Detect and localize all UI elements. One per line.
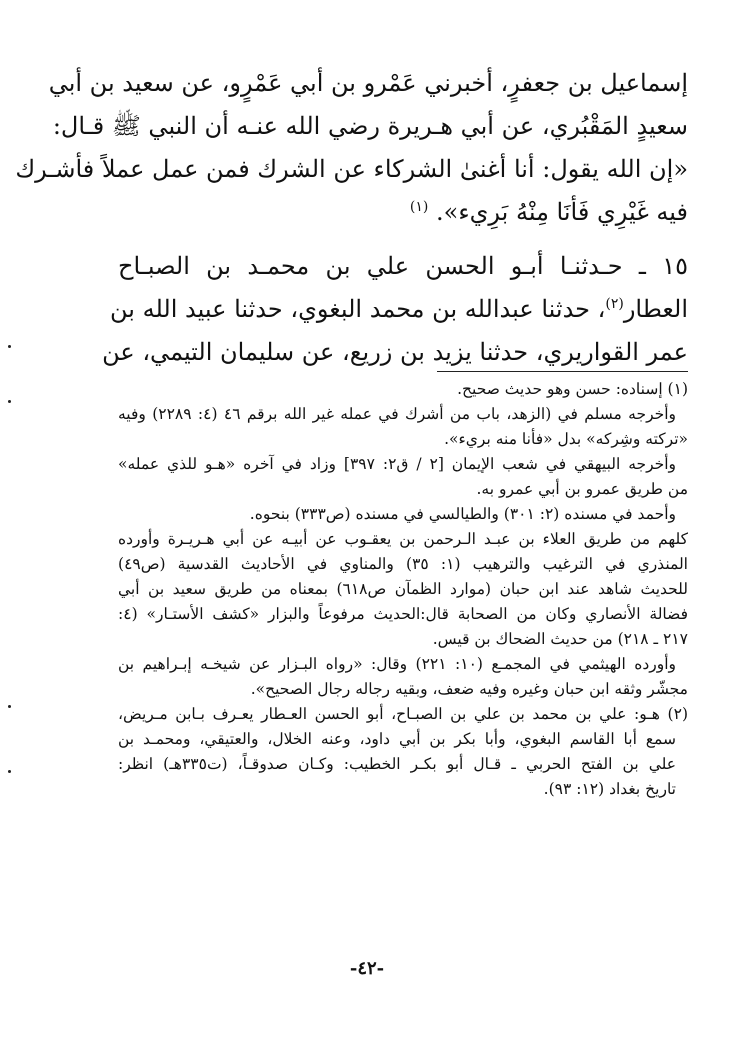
text-segment: ، حدثنا عبدالله بن محمد البغوي، حدثنا عبيد الله بن	[110, 295, 606, 323]
footnote-line: المنذري في الترغيب والترهيب (١: ٣٥) والمناوي في الأحاديث القدسية (ص٤٩)	[118, 555, 688, 573]
text-line	[110, 288, 688, 331]
footnotes	[118, 377, 688, 802]
footnote-line: فضالة الأنصاري وكان من الصحابة قال:الحديث مرفوعاً والبزار «كشف الأستـار» (٤:	[118, 605, 688, 623]
footnote-line: وأخرجه البيهقي في شعب الإيمان [٢ / ق٢: ٣٩٧] وزاد في آخره «هـو للذي عمله»	[118, 455, 677, 473]
text-line-content: فيه غَيْرِي فَأنَا مِنْهُ بَرِيء».	[436, 198, 688, 226]
scan-mark	[8, 770, 11, 773]
footnote-line: تاريخ بغداد (١٢: ٩٣).	[543, 780, 676, 798]
scan-mark	[8, 345, 11, 348]
footnote-ref-2[interactable]: (٢)	[605, 296, 624, 312]
footnote-line: مجشّر وثقه ابن حبان وغيره وفيه ضعف، وبقيه رجاله رجال الصحيح».	[250, 680, 688, 698]
footnote-line: كلهم من طريق العلاء بن عبـد الـرحمن بن يعقـوب عن أبيـه عن أبي هـريـرة وأورده	[118, 530, 688, 548]
footnote-ref-1[interactable]: (١)	[409, 199, 429, 215]
text-line: سعيدٍ المَقْبُري، عن أبي هـريرة رضي الله عنـه أن النبي ﷺ قـال:	[52, 112, 688, 140]
footnote-line: من طريق عمرو بن أبي عمرو به.	[476, 480, 688, 498]
text-line: إسماعيل بن جعفرٍ، أخبرني عَمْرو بن أبي عَمْرٍو، عن سعيد بن أبي	[48, 69, 688, 97]
text-line: «إن الله يقول: أنا أغنىٰ الشركاء عن الشرك فمن عمل عملاً فأشـرك	[15, 155, 688, 183]
footnote-line: «تركته وشِركه» بدل «فأنا منه بريء».	[444, 430, 688, 448]
footnote-line: (٢) هـو: علي بن محمد بن علي بن الصبـاح، أبو الحسن العـطار يعـرف بـابن مـريض،	[118, 705, 688, 723]
footnote-line: ٢١٧ ـ ٢١٨) من حديث الضحاك بن قيس.	[432, 630, 688, 648]
text-line	[118, 191, 688, 234]
main-paragraph-2	[102, 245, 688, 374]
footnote-separator	[437, 371, 688, 372]
scan-mark	[8, 705, 11, 708]
footnote-line: علي بن الفتح الحربي ـ قـال أبو بكـر الخطيب: وكـان صدوقـاً، (ت٣٣٥هـ) انظر:	[118, 755, 676, 773]
footnote-line: وأورده الهيثمي في المجمـع (١٠: ٢٢١) وقال: «رواه البـزار عن شيخـه إبـراهيم بن	[118, 655, 676, 673]
footnote-line: (١) إسناده: حسن وهو حديث صحيح.	[457, 380, 688, 398]
page-number: -٤٢-	[349, 958, 385, 979]
scan-mark	[8, 400, 11, 403]
footnote-line: وأخرجه مسلم في (الزهد، باب من أشرك في عمله غير الله برقم ٤٦ (٤: ٢٢٨٩) وفيه	[118, 405, 676, 423]
text-segment: العطار	[623, 295, 688, 323]
footnote-line: وأحمد في مسنده (٢: ٣٠١) والطيالسي في مسنده (ص٣٣٣) بنحوه.	[249, 505, 676, 523]
main-paragraph-1	[15, 62, 688, 234]
text-line: ١٥ ـ حـدثنـا أبـو الحسن علي بن محمـد بن الصبـاح	[118, 252, 688, 280]
footnote-line: للحديث شاهد عند ابن حبان (موارد الظمآن ص٦١٨) بمعناه من طريق سعيد بن أبي	[118, 580, 688, 598]
footnote-line: سمع أبا القاسم البغوي، وأبا بكر بن أبي داود، وعنه الخلال، والعتيقي، ومحمـد بن	[118, 730, 676, 748]
text-line: عمر القواريري، حدثنا يزيد بن زريع، عن سليمان التيمي، عن	[102, 338, 688, 366]
